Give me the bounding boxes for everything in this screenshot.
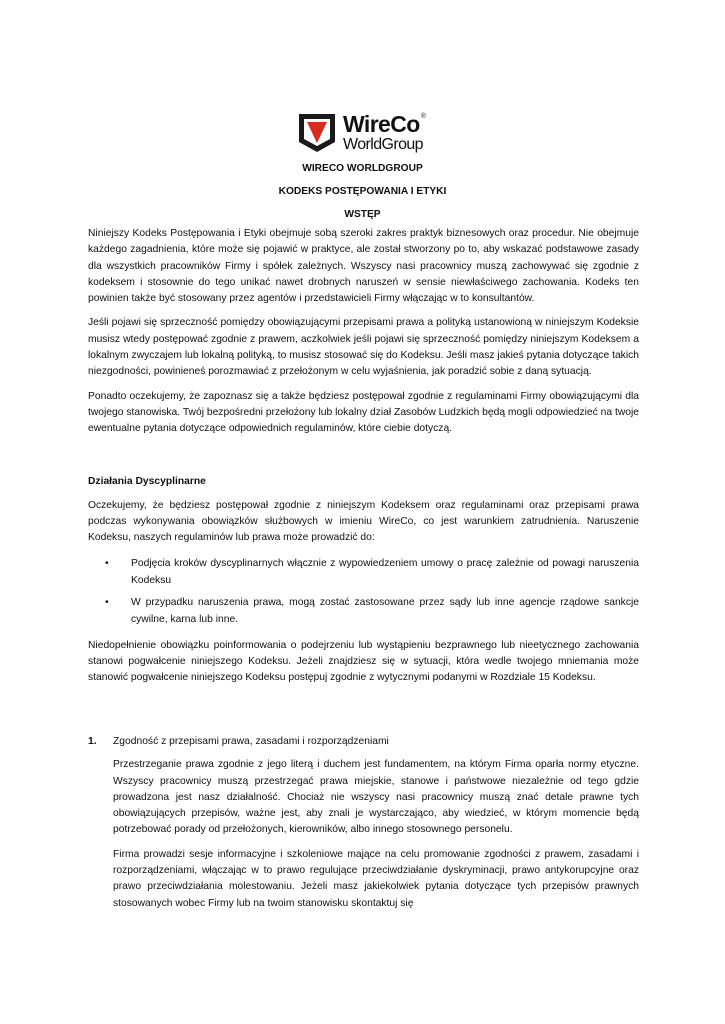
disciplinary-list: [88, 555, 639, 629]
section-heading-intro: WSTĘP: [344, 209, 381, 220]
list-item-text: W przypadku naruszenia prawa, mogą zostać zastosowane przez sądy lub inne agencje rządowe sankcje cywilne, karna lub inne.: [131, 596, 639, 626]
logo-brand-top: WireCo: [343, 111, 420, 137]
intro-paragraph-3: Ponadto oczekujemy, że zapoznasz się a także będziesz postępował zgodnie z regulaminami Firmy obowiązującymi dla twojego stanowiska. Twój bezpośredni przełożony lub lokalny dział Zasobów Ludzkich będą mogli odpowiedzieć na twoje ewentualne pytania dotyczące odpowiednich regulaminów, które ciebie dotyczą.: [88, 390, 640, 435]
intro-paragraph-2: Jeśli pojawi się sprzeczność pomiędzy obowiązującymi przepisami prawa a polityką ustanowioną w niniejszym Kodeksie musisz wtedy postępować zgodnie z prawem, aczkolwiek jeśli pojawi się sprzeczność pomiędzy niniejszym Kodeksem a lokalnym zwyczajem lub lokalną polityką, to musisz stosować się do Kodeksu. Jeśli masz jakieś pytania dotyczące takich niezgodności, powinieneś porozmawiać z przełożonym w celu wyjaśnienia, jak poradzić sobie z daną sytuacją.: [88, 317, 639, 378]
section-1-paragraph-2: Firma prowadzi sesje informacyjne i szkoleniowe mające na celu promowanie zgodności z prawem, zasadami i rozporządzeniami, włączając w to prawo regulujące przeciwdziałanie dyskryminacji, prawo antykorupcyjne oraz prawo przeciwdziałania molestowaniu. Jeżeli masz jakiekolwiek pytania dotyczące tych przepisów prawnych stosowanych wobec Firmy lub na twoim stanowisku skontaktuj się: [113, 848, 639, 909]
list-item: [88, 594, 639, 629]
bullet-icon: •: [105, 557, 109, 569]
section-1-heading: [88, 734, 639, 750]
document-title: KODEKS POSTĘPOWANIA I ETYKI: [278, 186, 447, 197]
intro-paragraph-1: Niniejszy Kodeks Postępowania i Etyki obejmuje sobą szeroki zakres praktyk biznesowych oraz procedur. Nie obejmuje każdego zagadnienia, które może się pojawić w praktyce, ale został stworzony po to, aby wskazać podstawowe zasady dla wszystkich pracowników Firmy i spółek zależnych. Wszyscy nasi pracownicy muszą zachowywać się zgodnie z kodeksem i stosownie do tego unikać nawet drobnych naruszeń w sensie niewłaściwego zachowania. Kodeks ten powinien także być stosowany przez agentów i przedstawicieli Firmy włączając w to konsultantów.: [88, 228, 639, 305]
list-item: [88, 555, 639, 590]
registered-mark: ®: [420, 113, 426, 120]
logo-brand-bottom: WorldGroup: [343, 136, 423, 153]
wireco-logo-icon: [297, 112, 337, 154]
disciplinary-after-paragraph: Niedopełnienie obowiązku poinformowania o podejrzeniu lub wystąpieniu bezprawnego lub nieetycznego zachowania stanowi pogwałcenie niniejszego Kodeksu. Jeżeli znajdziesz się w sytuacji, która wedle twojego mniemania może stanowić pogwałcenie niniejszego Kodeksu postępuj zgodnie z wytycznymi podanymi w Rozdziale 15 Kodeksu.: [88, 639, 639, 684]
disciplinary-heading: Działania Dyscyplinarne: [88, 475, 206, 487]
section-title: Zgodność z przepisami prawa, zasadami i rozporządzeniami: [113, 736, 389, 747]
company-logo: [297, 110, 437, 156]
section-1-paragraph-1: Przestrzeganie prawa zgodnie z jego literą i duchem jest fundamentem, na którym Firma oparła normy etyczne. Wszyscy pracownicy muszą przestrzegać prawa miejskie, stanowe i państwowe niezależnie od tego gdzie prowadzona jest nasz działalność. Chociaż nie wszyscy nasi pracownicy muszą znać detale prawne tych obowiązujących przepisów, ważne jest, aby znali je wystarczająco, aby wiedzieć, w którym momencie będą potrzebować porady od przełożonych, kierowników, albo innego stosownego personelu.: [113, 759, 639, 836]
document-body: [88, 226, 639, 695]
list-item-text: Podjęcia kroków dyscyplinarnych włącznie z wypowiedzeniem umowy o pracę zależnie od powagi naruszenia Kodeksu: [131, 557, 639, 587]
bullet-icon: •: [105, 596, 109, 608]
disciplinary-paragraph: Oczekujemy, że będziesz postępował zgodnie z niniejszym Kodeksem oraz regulaminami oraz przepisami prawa podczas wykonywania obowiązków służbowych w imieniu WireCo, co jest warunkiem zatrudnienia. Naruszenie Kodeksu, naszych regulaminów lub prawa może prowadzić do:: [88, 499, 639, 544]
logo-wordmark: [343, 113, 425, 153]
section-number: 1.: [88, 736, 97, 747]
company-heading: WIRECO WORLDGROUP: [302, 163, 423, 174]
section-1: [88, 734, 639, 920]
